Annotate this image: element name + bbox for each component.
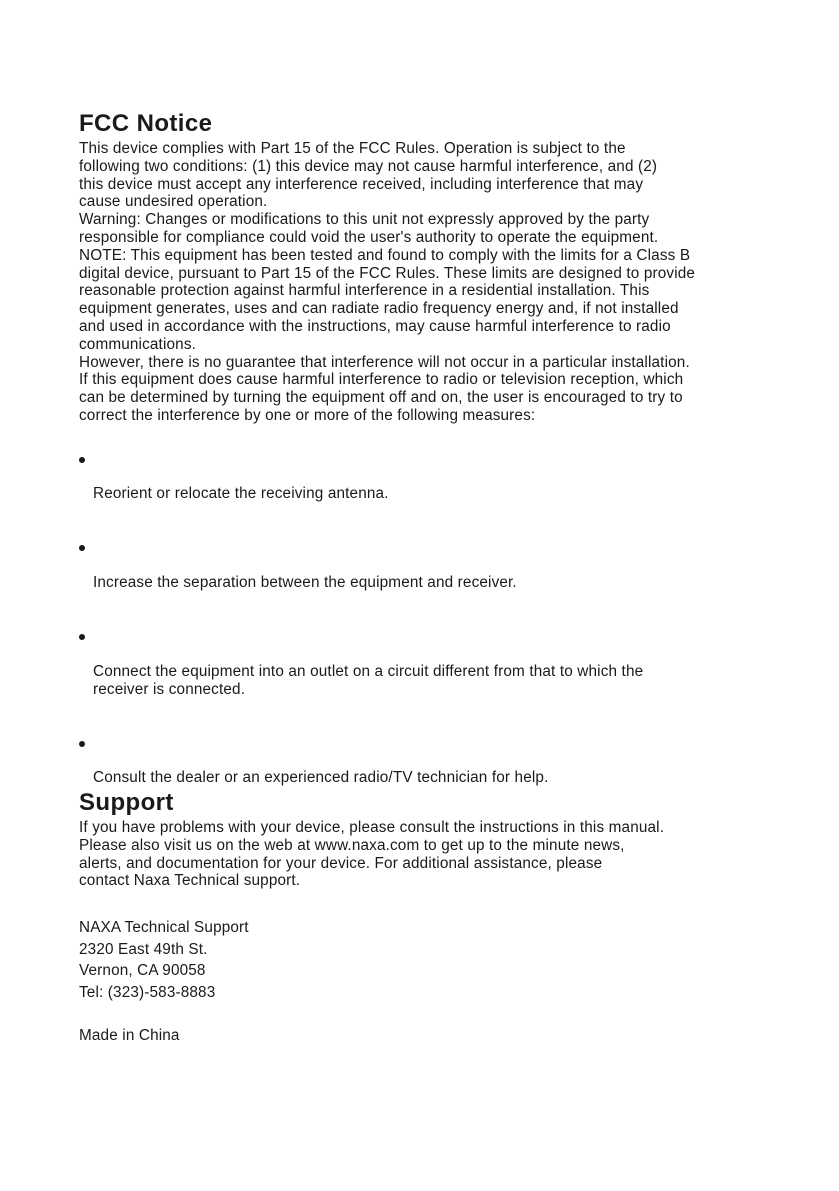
fcc-warning-paragraph: Warning: Changes or modifications to this unit not expressly approved by the party responsible for compliance could void the user's authority to operate the equipment. bbox=[79, 211, 659, 246]
contact-phone: Tel: (323)-583-8883 bbox=[79, 983, 216, 1001]
fcc-note-paragraph: NOTE: This equipment has been tested and found to comply with the limits for a Class B digital device, pursuant to Part 15 of the FCC Rules. These limits are designed to provide reasonable protection against harmful interference in a residential installation. This equipment generates, uses and can radiate radio frequency energy and, if not installed and used in accordance with the instructions, may cause harmful interference to radio communications. bbox=[79, 246, 696, 353]
support-contact-address bbox=[79, 917, 779, 1003]
measure-text: Connect the equipment into an outlet on a circuit different from that to which the receiver is connected. bbox=[93, 662, 644, 698]
contact-city: Vernon, CA 90058 bbox=[79, 962, 206, 980]
support-title: Support bbox=[79, 789, 174, 816]
bullet-icon bbox=[79, 634, 85, 640]
bullet-icon bbox=[79, 545, 85, 551]
fcc-compliance-paragraph: This device complies with Part 15 of the FCC Rules. Operation is subject to the following two conditions: (1) this device may not cause harmful interference, and (2) this device must accept any interference received, including interference that may cause undesired operation. bbox=[79, 140, 658, 211]
bullet-icon bbox=[79, 741, 85, 747]
interference-measures-list bbox=[79, 450, 779, 805]
made-in-label: Made in China bbox=[79, 1026, 180, 1044]
support-section bbox=[79, 787, 779, 1046]
measure-text: Consult the dealer or an experienced radio/TV technician for help. bbox=[93, 769, 549, 787]
contact-street: 2320 East 49th St. bbox=[79, 940, 208, 958]
measure-text: Increase the separation between the equipment and receiver. bbox=[93, 574, 517, 592]
contact-name: NAXA Technical Support bbox=[79, 919, 249, 937]
list-item bbox=[79, 538, 779, 609]
fcc-notice-title: FCC Notice bbox=[79, 110, 213, 137]
measure-text: Reorient or relocate the receiving antenna. bbox=[93, 485, 389, 503]
list-item bbox=[79, 450, 779, 521]
bullet-icon bbox=[79, 457, 85, 463]
fcc-notice-section bbox=[79, 108, 779, 822]
support-intro-paragraph: If you have problems with your device, please consult the instructions in this manual. Please also visit us on the web at www.naxa.com to get up to the minute news, alerts, and documentation for your device. For additional assistance, please contact Naxa Technical support. bbox=[79, 819, 665, 890]
fcc-guarantee-paragraph: However, there is no guarantee that interference will not occur in a particular installation. If this equipment does cause harmful interference to radio or television reception, which can be determined by turning the equipment off and on, the user is encouraged to try to correct the interference by one or more of the following measures: bbox=[79, 353, 690, 424]
list-item bbox=[79, 627, 779, 716]
